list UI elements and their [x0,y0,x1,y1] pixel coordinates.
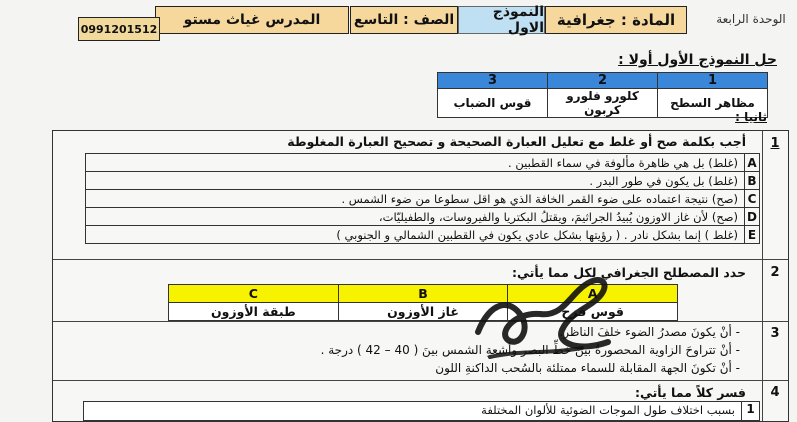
term-letter: A [508,285,678,303]
table-row [86,226,760,244]
row-text: (صح) لأن غاز الاوزون يُبيدُ الجراثيمَ، ويقتلُ البكتريا والفيروسات، والطفيليّات، [86,208,745,226]
model-box: النموذج الاول [458,6,545,34]
row-text: (صح) نتيجة اعتماده على ضوء القمر الخافة الذي هو اقل سطوعا من ضوء الشمس . [86,190,745,208]
row-text: (غلط) بل هي ظاهرة مألوفة في سماء القطبين . [86,154,745,172]
first-table-value: قوس الضباب [438,89,548,118]
term-letter: C [169,285,339,303]
unit-label: الوحدة الرابعة [716,12,786,26]
table-row [86,172,760,190]
table-row [86,208,760,226]
section-divider [53,321,788,322]
header-bar [155,6,790,36]
term-value: طبقة الأوزون [169,303,339,321]
q1-answers-table [85,153,760,244]
term-value: قوس قزح [508,303,678,321]
row-letter: D [745,208,760,226]
row-text: (غلط) بل يكون في طور البدر . [86,172,745,190]
row-letter: E [745,226,760,244]
term-value: غاز الأوزون [338,303,508,321]
q1-instruction: أجب بكلمة صح أو غلط مع تعليل العبارة الصحيحة و تصحيح العبارة المغلوطة [287,134,746,149]
q4-instruction: فسر كلاً مما يأتي: [634,385,746,400]
q3-line: - أنْ تتراوحَ الزاوية المحصورةُ بينَ خطِّ البصر وأشعةِ الشمس بينَ ( 40 – 42 ) درجة . [320,343,740,357]
row-letter: C [745,190,760,208]
grade-box: الصف : التاسع [350,6,458,34]
subject-box: المادة : جغرافية [545,6,687,34]
q3-line: - أنْ تكونَ الجهة المقابلة للسماء ممتلئة بالسُحب الداكنةِ اللون [435,361,740,375]
table-row [86,190,760,208]
item-text: بسبب اختلاف طول الموجات الضوئية للألوان المختلفة [481,403,735,417]
questions-frame [52,130,789,422]
question-number: 3 [770,326,780,341]
first-table-number: 1 [658,73,768,89]
first-table-value: كلورو فلورو كربون [548,89,658,118]
q3-line: - أنْ يكونَ مصدرُ الضوء خلفَ الناظر. [559,325,740,339]
second-label: ثانيا : [735,110,767,124]
term-letter: B [338,285,508,303]
item-number: 1 [741,402,759,420]
question-number: 1 [770,136,780,151]
first-answer-table [437,72,768,118]
row-letter: A [745,154,760,172]
table-row [86,154,760,172]
row-text: (غلط ) إنما بشكل نادر . ( رؤيتها بشكل عادي يكون في القطبين الشمالي و الجنوبي ) [86,226,745,244]
first-table-number: 3 [438,73,548,89]
section-divider [53,380,788,381]
teacher-box: المدرس غياث مستو [155,6,349,34]
first-table-value: مظاهر السطح [658,89,768,118]
section-divider [53,259,788,260]
q2-terms-table [168,284,678,321]
number-column-divider [762,131,763,421]
question-number: 4 [770,385,780,400]
question-number: 2 [770,265,780,280]
first-table-number: 2 [548,73,658,89]
q2-instruction: حدد المصطلح الجغرافي لكل مما يأتي: [512,265,746,280]
phone-number: 0991201512 [78,17,160,41]
q4-first-item [83,401,760,421]
solution-title: حل النموذج الأول أولا : [618,52,777,68]
row-letter: B [745,172,760,190]
